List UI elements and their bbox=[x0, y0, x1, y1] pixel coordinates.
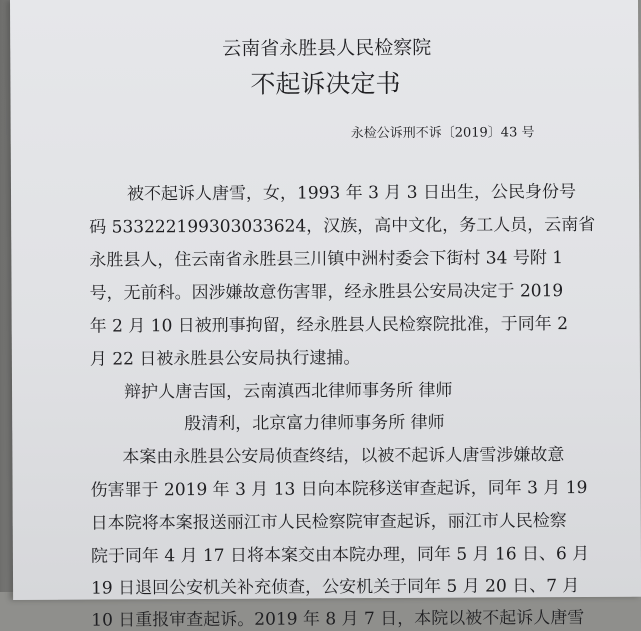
body-line: 被不起诉人唐雪，女，1993 年 3 月 3 日出生，公民身份号 bbox=[126, 182, 576, 205]
issuing-organization: 云南省永胜县人民检察院 bbox=[222, 36, 432, 60]
body-line: 19 日退回公安机关补充侦查，公安机关于同年 5 月 20 日、7 月 bbox=[91, 576, 580, 599]
defense-counsel-line: 殷清利，北京富力律师事务所 律师 bbox=[184, 412, 445, 435]
body-line: 10 日重报审查起诉。2019 年 8 月 7 日，本院以被不起诉人唐雪 bbox=[91, 608, 585, 631]
body-line: 院于同年 4 月 17 日将本案交由本院办理，同年 5 月 16 日、6 月 bbox=[90, 543, 590, 567]
document-page bbox=[10, 0, 641, 631]
body-line: 年 2 月 10 日被刑事拘留，经永胜县人民检察院批准，于同年 2 bbox=[89, 314, 569, 337]
body-line: 码 533222199303033624，汉族，高中文化，务工人员，云南省 bbox=[89, 214, 596, 238]
body-line: 日本院将本案报送丽江市人民检察院审查起诉，丽江市人民检察 bbox=[90, 511, 567, 534]
body-line: 号，无前科。因涉嫌故意伤害罪，经永胜县公安局决定于 2019 bbox=[89, 281, 564, 304]
body-line: 月 22 日被永胜县公安局执行逮捕。 bbox=[89, 348, 361, 370]
body-line: 伤害罪于 2019 年 3 月 13 日向本院移送审查起诉，同年 3 月 19 bbox=[90, 477, 588, 501]
defense-counsel-line: 辩护人唐吉国，云南滇西北律师事务所 律师 bbox=[124, 380, 453, 403]
body-line: 永胜县人，住云南省永胜县三川镇中洲村委会下街村 34 号附 1 bbox=[89, 248, 564, 271]
document-title: 不起诉决定书 bbox=[250, 68, 401, 99]
body-line: 本案由永胜县公安局侦查终结，以被不起诉人唐雪涉嫌故意 bbox=[122, 445, 565, 468]
document-number: 永检公诉刑不诉〔2019〕43 号 bbox=[350, 125, 535, 142]
